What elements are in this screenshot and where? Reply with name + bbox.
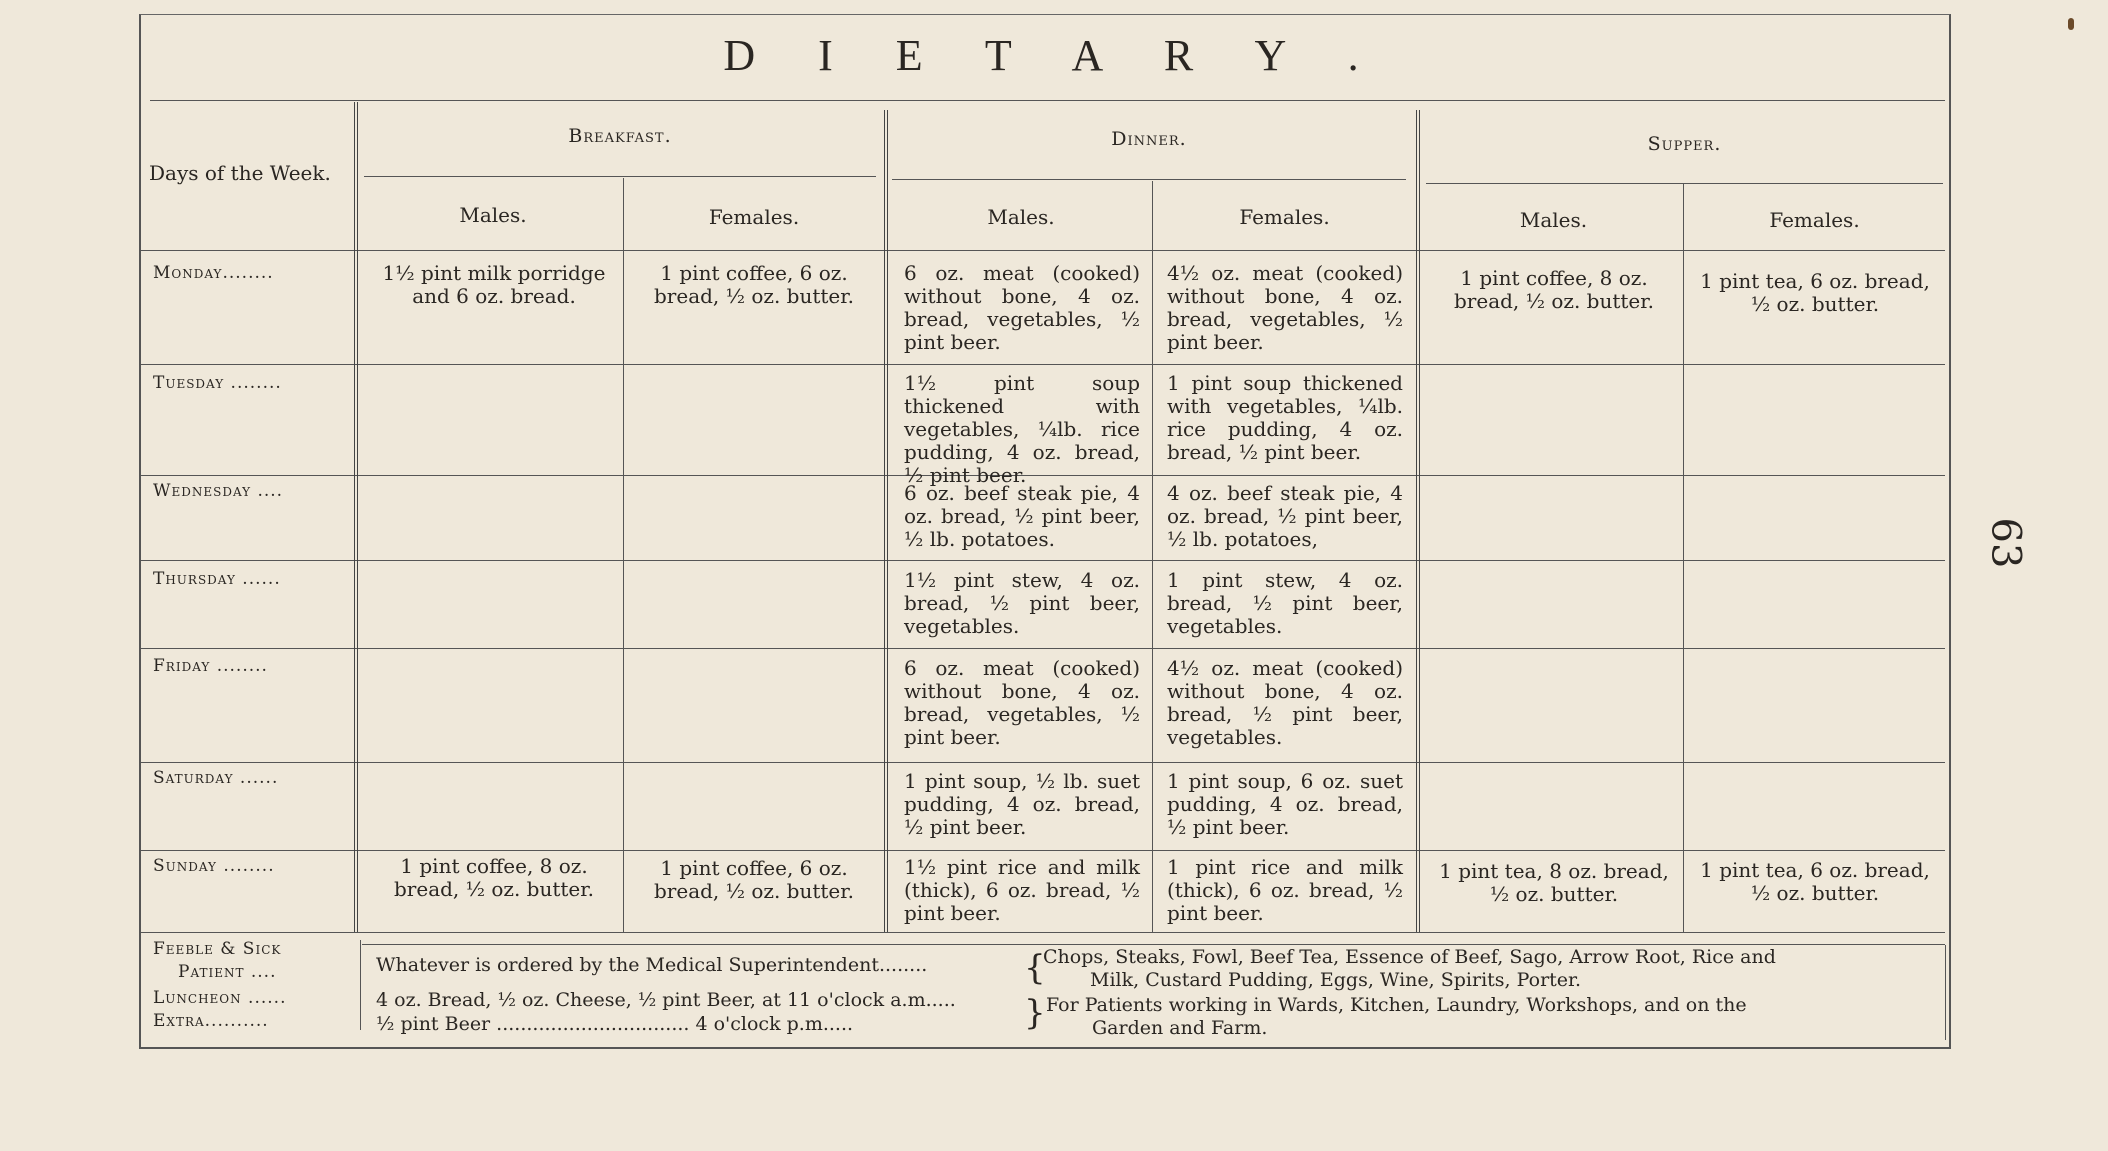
rule-footer-right [1945,945,1946,1040]
thursday-dinner-females: 1 pint stew, 4 oz. bread, ½ pint beer, vegetables. [1167,568,1403,638]
tuesday-dinner-females: 1 pint soup thickened with vegetables, ¼lb. rice pudding, 4 oz. bread, ½ pint beer. [1167,371,1403,464]
sunday-supper-males: 1 pint tea, 8 oz. bread, ½ oz. butter. [1439,859,1669,906]
rule-footer-top [362,944,1945,945]
page-title: D I E T A R Y . [723,31,1385,80]
rule-dinner-supper [1416,110,1420,932]
rule-breakfast-dinner [884,110,888,932]
feeble-label-1: Feeble & Sick [153,939,282,959]
rule-supper-sub [1426,183,1943,184]
rule-breakfast-mid [623,178,624,932]
rule-header-bottom [140,250,1945,251]
rule-saturday [140,850,1945,851]
rule-under-title [150,100,1945,101]
day-label-thursday: Thursday ...... [153,569,281,589]
feeble-label-2: Patient .... [178,962,277,982]
rule-friday [140,762,1945,763]
rule-monday [140,364,1945,365]
luncheon-label: Luncheon ...... [153,988,287,1008]
supper-males-header: Males. [1519,208,1588,232]
luncheon-text: 4 oz. Bread, ½ oz. Cheese, ½ pint Beer, at 11 o'clock a.m..... [376,989,956,1011]
monday-supper-females: 1 pint tea, 6 oz. bread, ½ oz. butter. [1700,269,1930,316]
sunday-dinner-males: 1½ pint rice and milk (thick), 6 oz. bread, ½ pint beer. [904,855,1140,925]
supper-females-header: Females. [1769,208,1860,232]
day-label-wednesday: Wednesday .... [153,481,284,501]
day-label-sunday: Sunday ........ [153,856,275,876]
brace-luncheon: } [1024,993,1046,1033]
rule-sunday [140,932,1945,933]
rule-dinner-mid [1152,181,1153,932]
monday-dinner-males: 6 oz. meat (cooked) without bone, 4 oz. bread, vegetables, ½ pint beer. [904,261,1140,354]
feeble-items-line-1: Chops, Steaks, Fowl, Beef Tea, Essence of Beef, Sago, Arrow Root, Rice and [1043,946,1776,968]
feeble-text: Whatever is ordered by the Medical Superintendent........ [376,954,928,976]
sunday-dinner-females: 1 pint rice and milk (thick), 6 oz. bread, ½ pint beer. [1167,855,1403,925]
breakfast-header: Breakfast. [568,125,672,147]
brace-feeble: { [1024,948,1046,988]
monday-breakfast-males: 1½ pint milk porridge and 6 oz. bread. [382,261,606,308]
monday-supper-males: 1 pint coffee, 8 oz. bread, ½ oz. butter. [1454,266,1654,313]
saturday-dinner-females: 1 pint soup, 6 oz. suet pudding, 4 oz. bread, ½ pint beer. [1167,769,1403,839]
rule-days-col [354,102,358,932]
day-label-friday: Friday ........ [153,656,268,676]
working-line-1: For Patients working in Wards, Kitchen, Laundry, Workshops, and on the [1046,994,1747,1016]
rule-supper-mid [1683,184,1684,932]
day-label-monday: Monday........ [153,263,274,283]
dinner-header: Dinner. [1111,128,1187,150]
sunday-breakfast-males: 1 pint coffee, 8 oz. bread, ½ oz. butter. [394,854,594,901]
thursday-dinner-males: 1½ pint stew, 4 oz. bread, ½ pint beer, vegetables. [904,568,1140,638]
rule-wednesday [140,560,1945,561]
rule-breakfast-sub [364,176,876,177]
rule-footer-left [360,940,361,1030]
day-label-saturday: Saturday ...... [153,768,279,788]
monday-dinner-females: 4½ oz. meat (cooked) without bone, 4 oz. bread, vegetables, ½ pint beer. [1167,261,1403,354]
extra-label: Extra.......... [153,1011,269,1031]
extra-text: ½ pint Beer ................................ 4 o'clock p.m..... [376,1013,854,1035]
day-label-tuesday: Tuesday ........ [153,373,282,393]
monday-breakfast-females: 1 pint coffee, 6 oz. bread, ½ oz. butter. [654,261,854,308]
ink-spot [2068,18,2074,30]
feeble-items-line-2: Milk, Custard Pudding, Eggs, Wine, Spirits, Porter. [1090,969,1582,991]
rule-thursday [140,648,1945,649]
supper-header: Supper. [1647,133,1722,155]
sunday-breakfast-females: 1 pint coffee, 6 oz. bread, ½ oz. butter. [654,856,854,903]
days-header: Days of the Week. [149,161,331,185]
dinner-females-header: Females. [1239,205,1330,229]
breakfast-females-header: Females. [708,205,800,229]
breakfast-males-header: Males. [459,203,527,227]
tuesday-dinner-males: 1½ pint soup thickened with vegetables, ¼lb. rice pudding, 4 oz. bread, ½ pint beer. [904,371,1140,487]
sunday-supper-females: 1 pint tea, 6 oz. bread, ½ oz. butter. [1700,858,1930,905]
friday-dinner-females: 4½ oz. meat (cooked) without bone, 4 oz. bread, ½ pint beer, vegetables. [1167,656,1403,749]
friday-dinner-males: 6 oz. meat (cooked) without bone, 4 oz. bread, vegetables, ½ pint beer. [904,656,1140,749]
wednesday-dinner-males: 6 oz. beef steak pie, 4 oz. bread, ½ pint beer, ½ lb. potatoes. [904,481,1140,551]
saturday-dinner-males: 1 pint soup, ½ lb. suet pudding, 4 oz. bread, ½ pint beer. [904,769,1140,839]
rule-dinner-sub [892,179,1406,180]
page-number: 63 [1982,517,2029,569]
wednesday-dinner-females: 4 oz. beef steak pie, 4 oz. bread, ½ pint beer, ½ lb. potatoes, [1167,481,1403,551]
working-line-2: Garden and Farm. [1092,1017,1268,1039]
dinner-males-header: Males. [987,205,1055,229]
